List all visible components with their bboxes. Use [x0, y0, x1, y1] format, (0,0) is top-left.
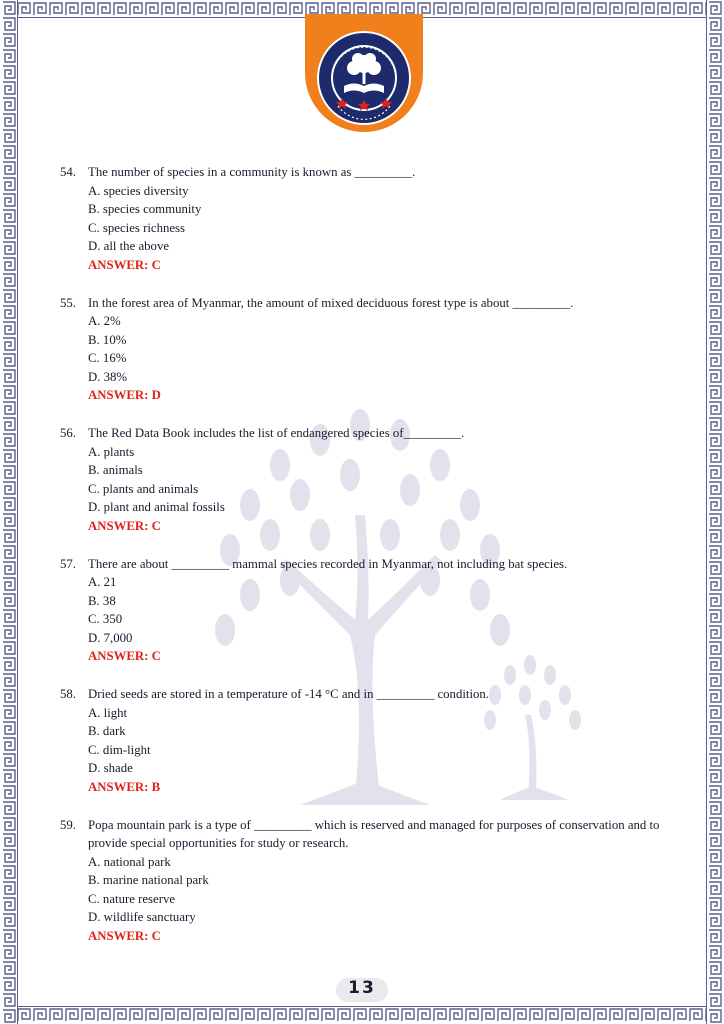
- answer-label: ANSWER: D: [88, 388, 161, 402]
- option-b: B. animals: [88, 463, 143, 477]
- question-list: [60, 163, 660, 965]
- school-emblem-tree-book-icon: [314, 28, 414, 128]
- border-bottom: [0, 1006, 724, 1024]
- question-text: The Red Data Book includes the list of endangered species of_________.: [88, 426, 465, 440]
- option-c: C. plants and animals: [88, 481, 199, 496]
- option-a: A. species diversity: [88, 183, 189, 198]
- answer-label: ANSWER: B: [88, 779, 161, 794]
- option-c: C. 16%: [88, 351, 127, 365]
- question-text: Dried seeds are stored in a temperature of -14 °C and in _________ condition.: [88, 687, 490, 701]
- option-c: C. nature reserve: [88, 891, 176, 906]
- question-text: Popa mountain park is a type of _________ which is reserved and managed for purposes of conservation and to provide special opportunities for study or research.: [88, 817, 660, 850]
- option-b: B. species community: [88, 202, 202, 216]
- question-text: In the forest area of Myanmar, the amount of mixed deciduous forest type is about _________.: [88, 295, 574, 310]
- question-number: 54.: [60, 165, 76, 179]
- option-a: A. 2%: [88, 314, 121, 328]
- question-55: [60, 294, 660, 405]
- page-number: [332, 978, 392, 998]
- option-c: C. species richness: [88, 220, 186, 235]
- page-number-text: 13: [348, 978, 376, 998]
- option-c: C. 350: [88, 612, 123, 626]
- question-text: The number of species in a community is known as _________.: [88, 165, 416, 179]
- option-b: B. 10%: [88, 332, 127, 347]
- option-a: A. 21: [88, 575, 117, 589]
- question-number: 57.: [60, 556, 76, 571]
- option-a: A. national park: [88, 854, 171, 869]
- answer-label: ANSWER: C: [88, 257, 161, 272]
- answer-label: ANSWER: C: [88, 518, 161, 533]
- option-a: A. plants: [88, 444, 135, 459]
- question-number: 56.: [60, 426, 76, 440]
- question-number: 55.: [60, 295, 76, 310]
- option-c: C. dim-light: [88, 742, 151, 757]
- option-d: D. 38%: [88, 369, 128, 384]
- option-d: D. 7,000: [88, 630, 133, 645]
- border-right: [706, 0, 724, 1024]
- option-a: A. light: [88, 705, 128, 720]
- question-number: 59.: [60, 817, 76, 832]
- question-54: [60, 163, 660, 274]
- answer-label: ANSWER: C: [88, 649, 161, 663]
- option-d: D. all the above: [88, 239, 170, 253]
- option-b: B. marine national park: [88, 873, 209, 887]
- option-d: D. plant and animal fossils: [88, 500, 225, 514]
- option-b: B. 38: [88, 593, 116, 608]
- question-57: [60, 555, 660, 666]
- question-text: There are about _________ mammal species recorded in Myanmar, not including bat species.: [88, 556, 568, 571]
- option-d: D. shade: [88, 761, 133, 775]
- school-logo-badge: [305, 14, 423, 132]
- question-56: [60, 424, 660, 535]
- border-left: [0, 0, 18, 1024]
- question-59: [60, 816, 660, 946]
- option-d: D. wildlife sanctuary: [88, 910, 196, 924]
- option-b: B. dark: [88, 724, 126, 738]
- answer-label: ANSWER: C: [88, 928, 161, 943]
- question-number: 58.: [60, 687, 76, 701]
- question-58: [60, 685, 660, 796]
